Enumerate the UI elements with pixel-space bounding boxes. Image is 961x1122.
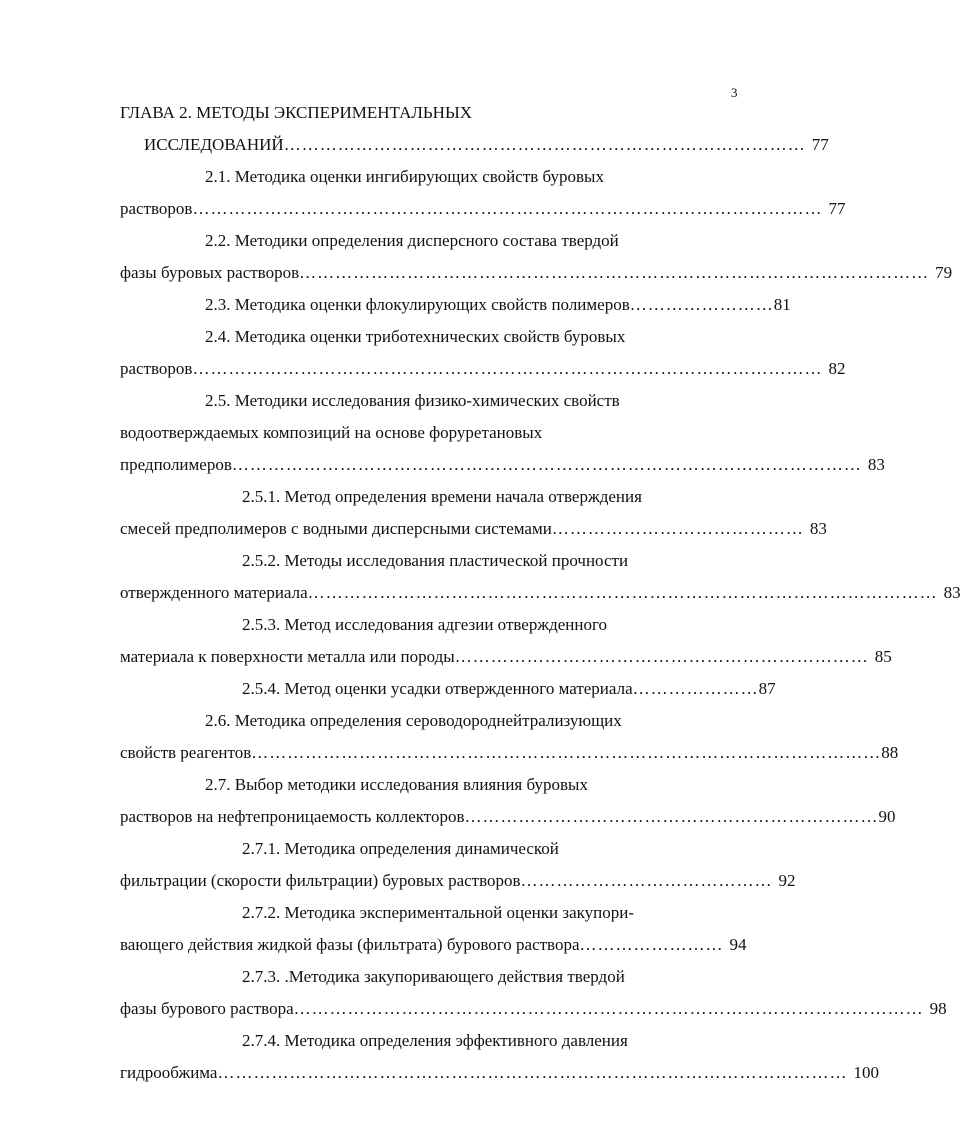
- leader-dots: ……………………………………………………………………………………………: [192, 199, 823, 218]
- leader-dots: ……………………………………………………………………………………………: [217, 1063, 848, 1082]
- page-number: 3: [731, 85, 738, 100]
- toc-entry-text: 2.5.4. Метод оценки усадки отвержденного материала: [242, 679, 633, 698]
- toc-entry-2-7-4-continued: [120, 1062, 879, 1084]
- toc-entry-text: свойств реагентов: [120, 743, 252, 762]
- toc-page-number: 83: [943, 583, 961, 602]
- toc-entry-text: растворов на нефтепроницаемость коллекторов: [120, 807, 465, 826]
- toc-entry-2-7-1-continued: [120, 870, 796, 892]
- toc-entry-2-2-continued: [120, 262, 953, 284]
- toc-entry-text: фильтрации (скорости фильтрации) буровых растворов: [120, 871, 521, 890]
- toc-page-number: 85: [874, 647, 892, 666]
- toc-entry-2-5-3-continued: [120, 646, 892, 668]
- toc-page-number: 100: [853, 1063, 879, 1082]
- toc-entry-text: 2.3. Методика оценки флокулирующих свойств полимеров: [205, 295, 630, 314]
- toc-entry-2-6-continued: [120, 742, 899, 764]
- toc-entry-2-4-continued: [120, 358, 846, 380]
- toc-entry-text: предполимеров: [120, 455, 232, 474]
- leader-dots: ……………………………………………………………………………………………: [192, 359, 823, 378]
- leader-dots: ……………………………………………………………: [454, 647, 869, 666]
- toc-entry-2-7-1: 2.7.1. Методика определения динамической: [242, 839, 559, 858]
- toc-entry-2-5-middle: водоотверждаемых композиций на основе форуретановых: [120, 423, 543, 442]
- toc-entry-text: отвержденного материала: [120, 583, 308, 602]
- toc-entry-text: материала к поверхности металла или породы: [120, 647, 455, 666]
- toc-entry-text: фазы буровых растворов: [120, 263, 300, 282]
- toc-entry-2-5-4: [242, 678, 776, 700]
- leader-dots: ……………………………………………………………………………………………: [307, 583, 938, 602]
- toc-entry-2-1-continued: [120, 198, 846, 220]
- toc-page-number: 88: [881, 743, 899, 762]
- toc-entry-2-6: 2.6. Методика определения сероводороднейтрализующих: [205, 711, 622, 730]
- toc-page-number: 77: [828, 199, 846, 218]
- toc-entry-2-2: 2.2. Методики определения дисперсного состава твердой: [205, 231, 619, 250]
- toc-page-number: 82: [828, 359, 846, 378]
- leader-dots: ……………………………………………………………………………: [283, 135, 806, 154]
- toc-entry-text: растворов: [120, 359, 193, 378]
- leader-dots: ……………………………………………………………………………………………: [251, 743, 882, 762]
- leader-dots: ……………………………………………………………………………………………: [293, 999, 924, 1018]
- leader-dots: ……………………………………: [551, 519, 804, 538]
- toc-entry-2-5-1: 2.5.1. Метод определения времени начала отверждения: [242, 487, 642, 506]
- leader-dots: ……………………………………………………………………………………………: [231, 455, 862, 474]
- toc-entry-2-5-1-continued: [120, 518, 827, 540]
- toc-entry-2-7-continued: [120, 806, 896, 828]
- leader-dots: ……………………………………………………………………………………………: [299, 263, 930, 282]
- toc-entry-2-5-2-continued: [120, 582, 961, 604]
- toc-entry-2-7-4: 2.7.4. Методика определения эффективного давления: [242, 1031, 628, 1050]
- toc-entry-text: гидрообжима: [120, 1063, 218, 1082]
- leader-dots: ……………………: [579, 935, 724, 954]
- toc-entry-2-7: 2.7. Выбор методики исследования влияния буровых: [205, 775, 588, 794]
- toc-entry-2-5-3: 2.5.3. Метод исследования адгезии отвержденного: [242, 615, 608, 634]
- toc-entry-2-7-3: 2.7.3. .Методика закупоривающего действия твердой: [242, 967, 625, 986]
- toc-entry-2-5-2: 2.5.2. Методы исследования пластической прочности: [242, 551, 629, 570]
- toc-page-number: 83: [809, 519, 827, 538]
- toc-entry-2-4: 2.4. Методика оценки триботехнических свойств буровых: [205, 327, 626, 346]
- toc-page-number: 87: [758, 679, 776, 698]
- toc-entry-2-7-3-continued: [120, 998, 947, 1020]
- toc-page-number: 79: [935, 263, 953, 282]
- leader-dots: ……………………………………: [520, 871, 773, 890]
- toc-entry-text: смесей предполимеров с водными дисперсными системами: [120, 519, 552, 538]
- toc-page-number: 98: [929, 999, 947, 1018]
- chapter-title-text: ИССЛЕДОВАНИЙ: [144, 135, 284, 154]
- toc-entry-2-3: [205, 294, 791, 316]
- toc-entry-text: растворов: [120, 199, 193, 218]
- toc-entry-2-5: 2.5. Методики исследования физико-химических свойств: [205, 391, 620, 410]
- toc-entry-2-5-continued: [120, 454, 885, 476]
- toc-entry-2-1: 2.1. Методика оценки ингибирующих свойств буровых: [205, 167, 604, 186]
- toc-page-number: 81: [773, 295, 791, 314]
- leader-dots: ……………………………………………………………: [464, 807, 879, 826]
- toc-entry-text: фазы бурового раствора: [120, 999, 294, 1018]
- chapter-page-number: 77: [811, 135, 829, 154]
- toc-page-number: 90: [878, 807, 896, 826]
- toc-entry-text: вающего действия жидкой фазы (фильтрата) бурового раствора: [120, 935, 580, 954]
- chapter-title: ГЛАВА 2. МЕТОДЫ ЭКСПЕРИМЕНТАЛЬНЫХ: [120, 103, 473, 122]
- toc-page-number: 83: [867, 455, 885, 474]
- chapter-title-continued: [144, 134, 829, 156]
- leader-dots: ……………………: [629, 295, 774, 314]
- leader-dots: …………………: [632, 679, 759, 698]
- toc-page-number: 92: [778, 871, 796, 890]
- toc-entry-2-7-2-continued: [120, 934, 747, 956]
- toc-entry-2-7-2: 2.7.2. Методика экспериментальной оценки закупори-: [242, 903, 635, 922]
- toc-page-number: 94: [729, 935, 747, 954]
